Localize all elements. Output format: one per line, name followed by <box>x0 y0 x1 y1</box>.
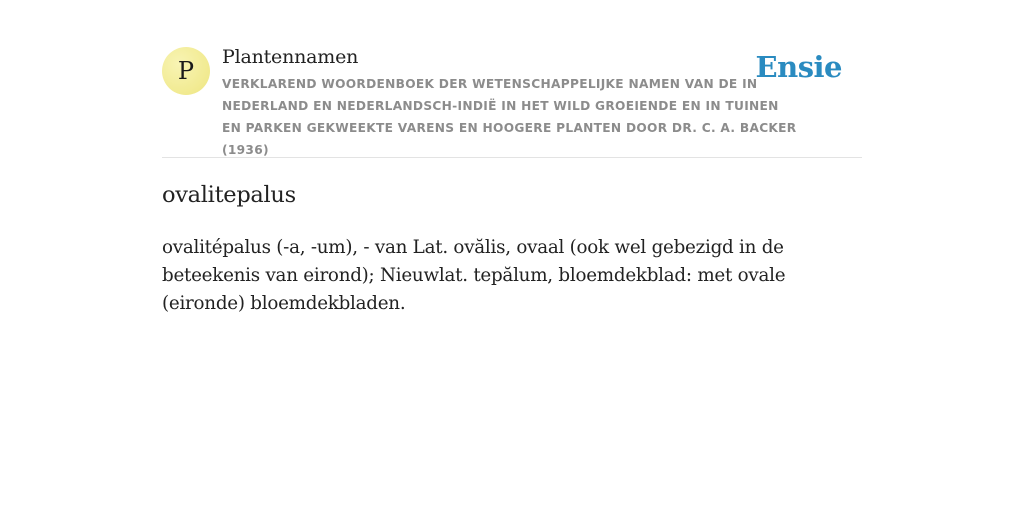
brand-logo[interactable]: Ensie <box>755 50 842 84</box>
entry-definition: ovalitépalus (-a, -um), - van Lat. ovălis, ovaal (ook wel gebezigd in de beteekenis van eirond); Nieuwlat. tepălum, bloemdekblad: met ovale (eironde) bloemdekbladen. <box>162 237 786 314</box>
source-title[interactable]: Plantennamen <box>222 46 359 68</box>
entry-title: ovalitepalus <box>162 182 296 208</box>
source-logo[interactable]: P <box>162 47 210 95</box>
source-description: VERKLAREND WOORDENBOEK DER WETENSCHAPPELIJKE NAMEN VAN DE IN NEDERLAND EN NEDERLANDSCH-INDIË IN HET WILD GROEIENDE EN IN TUINEN EN PARKEN GEKWEEKTE VARENS EN HOOGERE PLANTEN DOOR DR. C. A. BACKER (1936) <box>222 77 797 157</box>
page-container <box>162 0 862 314</box>
source-header <box>162 0 862 158</box>
